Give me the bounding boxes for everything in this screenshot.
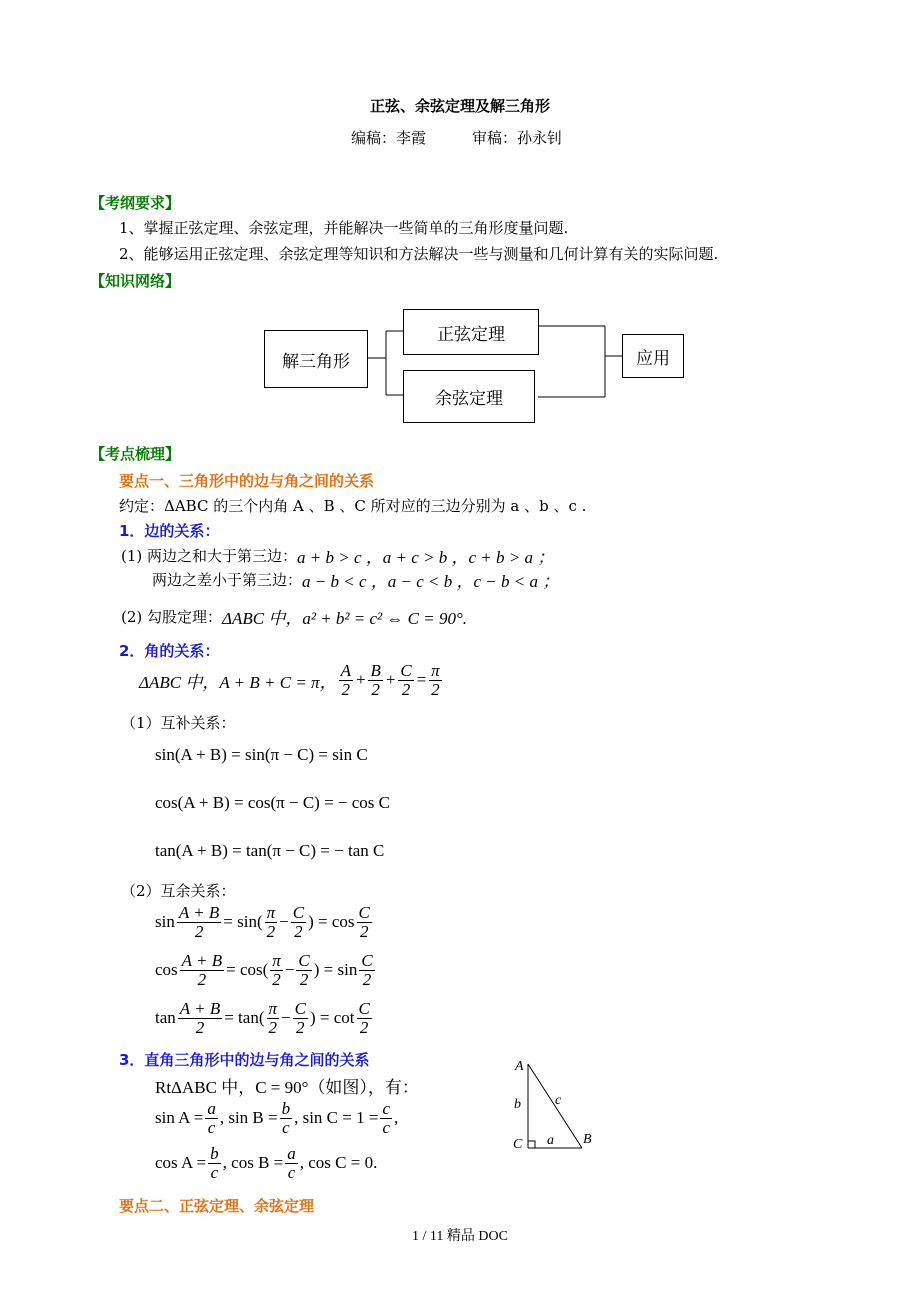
angle-relation-title: 2．角的关系：	[119, 642, 220, 660]
node-cosine-law: 余弦定理	[403, 370, 535, 423]
triangle-inequality-diff	[152, 567, 559, 592]
sum-label: (1) 两边之和大于第三边：	[121, 547, 298, 565]
node-solve-triangle: 解三角形	[264, 330, 368, 388]
side-label-a: a	[547, 1133, 554, 1148]
node-application: 应用	[622, 334, 684, 378]
side-label-b: b	[514, 1097, 521, 1112]
right-triangle-intro: RtΔABC 中，C = 90°（如图），有：	[155, 1078, 419, 1097]
right-triangle-figure	[505, 1052, 605, 1156]
supp-formula-cos: cos(A + B) = cos(π − C) = − cos C	[155, 793, 391, 812]
pythagorean-math: ΔABC 中，a² + b² = c² ⇔ C = 90°.	[222, 609, 468, 628]
supp-formula-sin: sin(A + B) = sin(π − C) = sin C	[155, 745, 368, 764]
angle-sum-line: ΔABC 中，A + B + C = π， $\frac{A}{2}$ + $\frac{B}{2}$ + $\frac{C}{2}$ = $\frac{\pi}{2}$	[139, 661, 440, 699]
point2-title: 要点二、正弦定理、余弦定理	[119, 1197, 315, 1215]
side-relation-title: 1．边的关系：	[119, 522, 220, 540]
editor-line: 编稿：李霞	[351, 129, 427, 147]
requirement-item-1: 1、掌握正弦定理、余弦定理，并能解决一些简单的三角形度量问题.	[119, 219, 569, 237]
page-footer: 1 / 11 精品 DOC	[412, 1229, 508, 1244]
angle-sum-prefix: ΔABC 中，A + B + C = π，	[139, 672, 337, 692]
network-heading: 【知识网络】	[90, 272, 181, 290]
vertex-label-B: B	[583, 1132, 592, 1147]
right-triangle-sin-line: sin A = $\frac{a}{c}$ , sin B = $\frac{b}{c}$ , sin C = 1 = $\frac{c}{c}$ ,	[155, 1099, 399, 1137]
comp-formula-cos: cos $\frac{A + B}{2}$ = cos( $\frac{\pi}{2}$ − $\frac{C}{2}$ ) = sin $\frac{C}{2}$	[155, 951, 373, 989]
frac-a-half: $\frac{A}{2}$	[340, 661, 351, 699]
pythagorean-line	[121, 604, 467, 629]
frac-pi-half: $\frac{\pi}{2}$	[431, 661, 440, 699]
sum-math: a + b > c ，a + c > b ，c + b > a ；	[297, 548, 555, 567]
side-label-c: c	[555, 1093, 562, 1108]
page-title: 正弦、余弦定理及解三角形	[369, 97, 550, 115]
vertex-label-C: C	[513, 1137, 523, 1152]
points-heading: 【考点梳理】	[90, 445, 181, 463]
frac-b-half: $\frac{B}{2}$	[370, 661, 381, 699]
supp-formula-tan: tan(A + B) = tan(π − C) = − tan C	[155, 841, 385, 860]
frac-c-half: $\frac{C}{2}$	[400, 661, 412, 699]
comp-formula-tan: tan $\frac{A + B}{2}$ = tan( $\frac{\pi}{2}$ − $\frac{C}{2}$ ) = cot $\frac{C}{2}$	[155, 999, 370, 1037]
complementary-label: （2）互余关系：	[121, 882, 236, 900]
requirements-heading: 【考纲要求】	[90, 194, 181, 212]
reviewer-line: 审稿：孙永钊	[472, 129, 563, 147]
pythagorean-label: (2) 勾股定理：	[121, 608, 223, 626]
supplementary-label: （1）互补关系：	[121, 714, 236, 732]
convention-line: 约定：ΔABC 的三个内角 A 、B 、C 所对应的三边分别为 a 、b 、c .	[119, 497, 587, 515]
diff-label: 两边之差小于第三边：	[152, 571, 303, 589]
right-triangle-cos-line: cos A = $\frac{b}{c}$ , cos B = $\frac{a}{c}$ , cos C = 0.	[155, 1144, 378, 1182]
right-triangle-title: 3．直角三角形中的边与角之间的关系	[119, 1051, 370, 1069]
node-sine-law: 正弦定理	[403, 309, 539, 355]
point1-title: 要点一、三角形中的边与角之间的关系	[119, 472, 375, 490]
comp-formula-sin: sin $\frac{A + B}{2}$ = sin( $\frac{\pi}{2}$ − $\frac{C}{2}$ ) = cos $\frac{C}{2}$	[155, 903, 370, 941]
triangle-inequality-sum	[121, 543, 554, 568]
vertex-label-A: A	[515, 1059, 524, 1074]
requirement-item-2: 2、能够运用正弦定理、余弦定理等知识和方法解决一些与测量和几何计算有关的实际问题.	[119, 245, 719, 263]
diff-math: a − b < c ，a − c < b ，c − b < a ；	[302, 572, 560, 591]
